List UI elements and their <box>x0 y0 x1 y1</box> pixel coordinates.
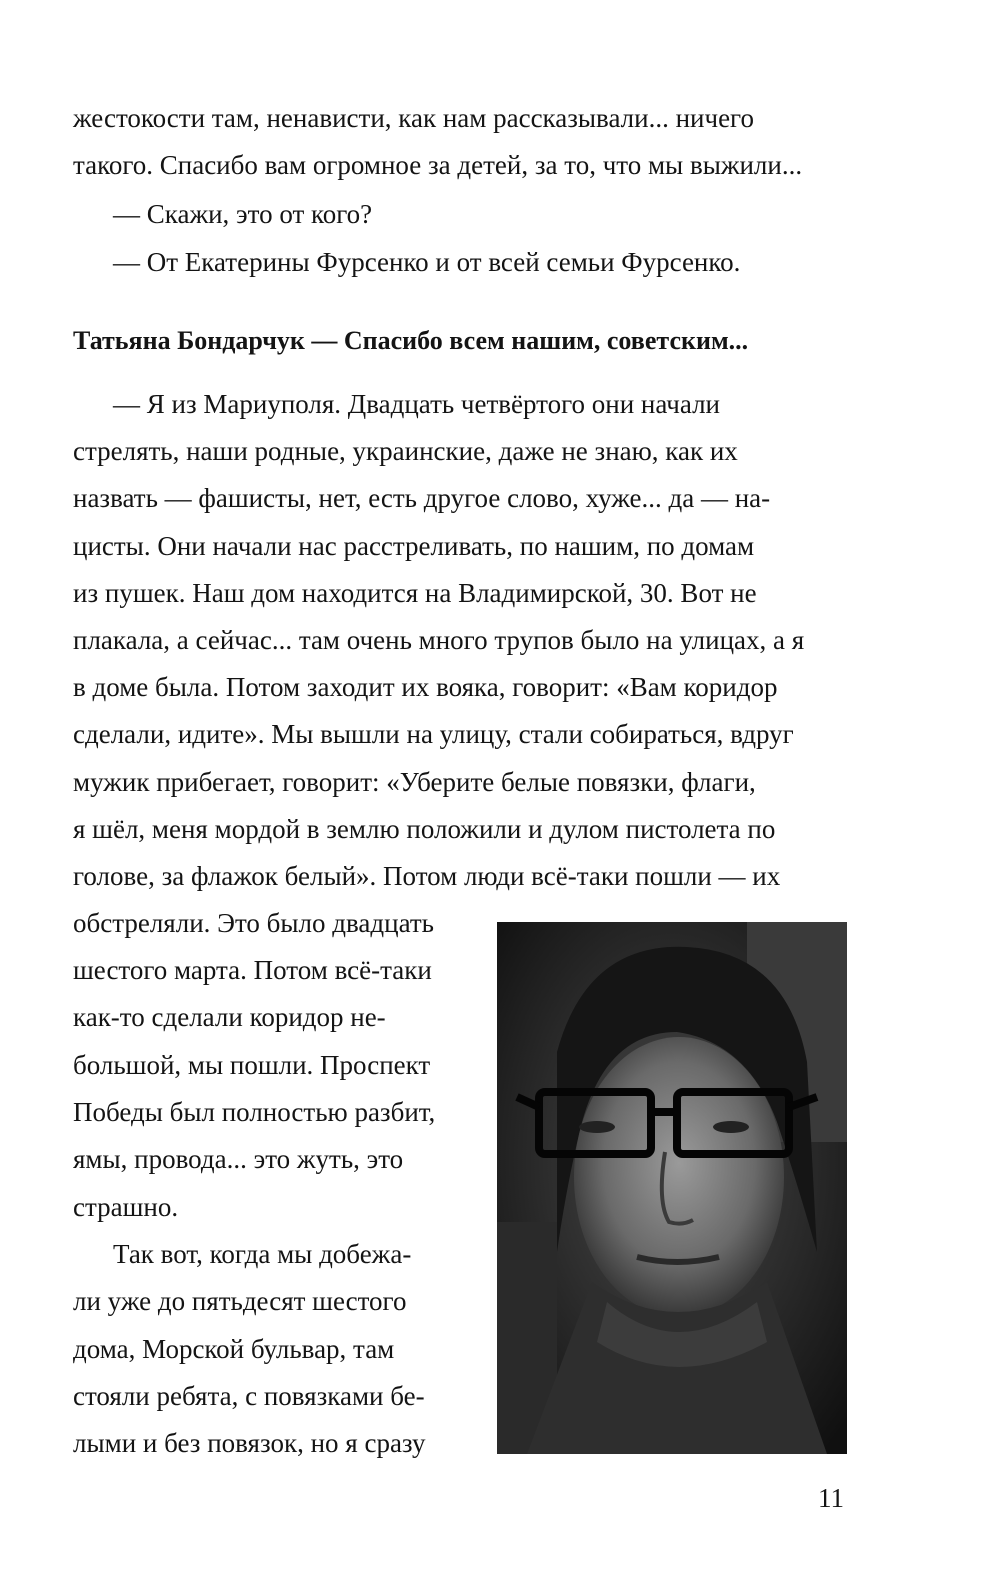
text-line: ли уже до пятьдесят шестого <box>73 1286 407 1316</box>
text-line: Так вот, когда мы добежа- <box>113 1239 412 1269</box>
text-line: я шёл, меня мордой в землю положили и дулом пистолета по <box>73 814 776 844</box>
text-line: назвать — фашисты, нет, есть другое слово, хуже... да — на- <box>73 483 771 513</box>
text-line: страшно. <box>73 1192 179 1222</box>
text-line: большой, мы пошли. Проспект <box>73 1050 431 1080</box>
text-line: голове, за флажок белый». Потом люди всё-таки пошли — их <box>73 861 781 891</box>
text-line: в доме была. Потом заходит их вояка, говорит: «Вам коридор <box>73 672 778 702</box>
section-heading: Татьяна Бондарчук — Спасибо всем нашим, советским... <box>73 326 749 355</box>
text-line: такого. Спасибо вам огромное за детей, за то, что мы выжили... <box>73 150 803 180</box>
text-line: дома, Морской бульвар, там <box>73 1334 395 1364</box>
page-number: 11 <box>818 1483 844 1513</box>
text-line: лыми и без повязок, но я сразу <box>73 1428 426 1458</box>
portrait-photo <box>497 922 847 1454</box>
dialogue-line: — Скажи, это от кого? <box>113 199 373 229</box>
text-line: мужик прибегает, говорит: «Уберите белые повязки, флаги, <box>73 767 756 797</box>
text-line: стрелять, наши родные, украинские, даже не знаю, как их <box>73 436 738 466</box>
text-line: Победы был полностью разбит, <box>73 1097 436 1127</box>
text-line: как-то сделали коридор не- <box>73 1002 386 1032</box>
text-line: ямы, провода... это жуть, это <box>73 1144 404 1174</box>
text-line: жестокости там, ненависти, как нам рассказывали... ничего <box>73 103 754 133</box>
text-line: плакала, а сейчас... там очень много трупов было на улицах, а я <box>73 625 805 655</box>
text-line: сделали, идите». Мы вышли на улицу, стали собираться, вдруг <box>73 719 794 749</box>
text-line: из пушек. Наш дом находится на Владимирской, 30. Вот не <box>73 578 757 608</box>
text-line: стояли ребята, с повязками бе- <box>73 1381 425 1411</box>
dialogue-line: — От Екатерины Фурсенко и от всей семьи Фурсенко. <box>113 247 741 277</box>
text-line: — Я из Мариуполя. Двадцать четвёртого они начали <box>113 389 720 419</box>
text-line: шестого марта. Потом всё-таки <box>73 955 432 985</box>
text-line: цисты. Они начали нас расстреливать, по нашим, по домам <box>73 531 755 561</box>
text-line: обстреляли. Это было двадцать <box>73 908 434 938</box>
